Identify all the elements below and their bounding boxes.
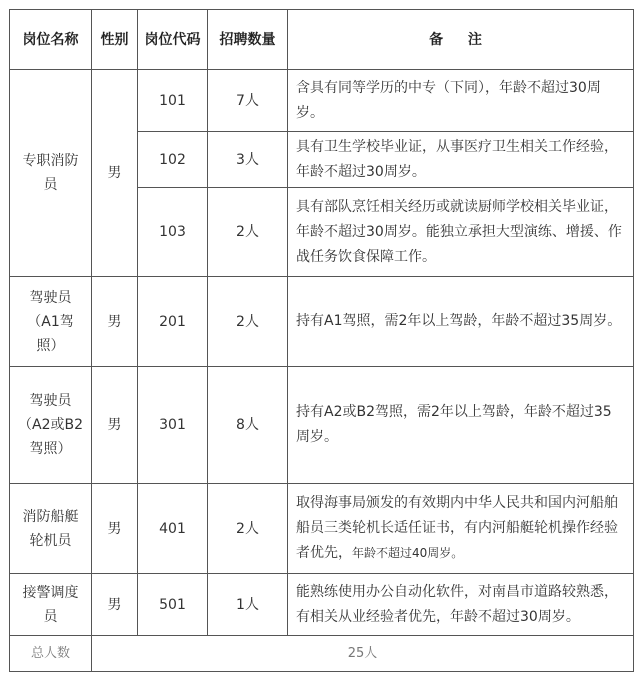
total-row <box>10 636 634 672</box>
note-cell: 具有部队烹饪相关经历或就读厨师学校相关毕业证，年龄不超过30周岁。能独立承担大型演练、增援、作战任务饮食保障工作。 <box>288 188 634 277</box>
post-name-cell: 专职消防员 <box>10 70 92 277</box>
header-hire-count: 招聘数量 <box>208 10 288 70</box>
total-value: 25人 <box>92 636 634 672</box>
post-code-cell: 101 <box>138 70 208 132</box>
hire-count-cell: 8人 <box>208 367 288 484</box>
note-cell: 含具有同等学历的中专（下同），年龄不超过30周岁。 <box>288 70 634 132</box>
table-row <box>10 574 634 636</box>
post-code-cell: 301 <box>138 367 208 484</box>
post-name-cell: 驾驶员（A2或B2驾照） <box>10 367 92 484</box>
header-post-code: 岗位代码 <box>138 10 208 70</box>
gender-cell: 男 <box>92 574 138 636</box>
gender-cell: 男 <box>92 367 138 484</box>
note-cell: 能熟练使用办公自动化软件，对南昌市道路较熟悉，有相关从业经验者优先，年龄不超过30周岁。 <box>288 574 634 636</box>
note-cell <box>288 484 634 574</box>
header-notes: 备 注 <box>288 10 634 70</box>
note-cell: 持有A1驾照，需2年以上驾龄，年龄不超过35周岁。 <box>288 277 634 367</box>
table-row <box>10 367 634 484</box>
post-name-cell: 驾驶员（A1驾照） <box>10 277 92 367</box>
note-age-text: 年龄不超过40周岁。 <box>352 546 464 560</box>
hire-count-cell: 2人 <box>208 188 288 277</box>
post-name-cell: 接警调度员 <box>10 574 92 636</box>
table-row <box>10 70 634 132</box>
note-cell: 持有A2或B2驾照，需2年以上驾龄，年龄不超过35周岁。 <box>288 367 634 484</box>
post-code-cell: 201 <box>138 277 208 367</box>
gender-cell: 男 <box>92 484 138 574</box>
header-post-name: 岗位名称 <box>10 10 92 70</box>
gender-cell: 男 <box>92 70 138 277</box>
table-row <box>10 484 634 574</box>
hire-count-cell: 2人 <box>208 484 288 574</box>
table-row <box>10 277 634 367</box>
post-code-cell: 501 <box>138 574 208 636</box>
header-gender: 性别 <box>92 10 138 70</box>
post-code-cell: 102 <box>138 132 208 188</box>
post-code-cell: 103 <box>138 188 208 277</box>
post-code-cell: 401 <box>138 484 208 574</box>
post-name-cell: 消防船艇轮机员 <box>10 484 92 574</box>
hire-count-cell: 2人 <box>208 277 288 367</box>
gender-cell: 男 <box>92 277 138 367</box>
hire-count-cell: 7人 <box>208 70 288 132</box>
hire-count-cell: 3人 <box>208 132 288 188</box>
header-row <box>10 10 634 70</box>
recruitment-table <box>9 9 634 672</box>
total-label: 总人数 <box>10 636 92 672</box>
note-text: 取得海事局颁发的有效期内中华人民共和国内河船舶船员三类轮机长适任证书，有内河船艇轮机操作经验者优先， <box>296 495 618 561</box>
hire-count-cell: 1人 <box>208 574 288 636</box>
note-cell: 具有卫生学校毕业证，从事医疗卫生相关工作经验，年龄不超过30周岁。 <box>288 132 634 188</box>
